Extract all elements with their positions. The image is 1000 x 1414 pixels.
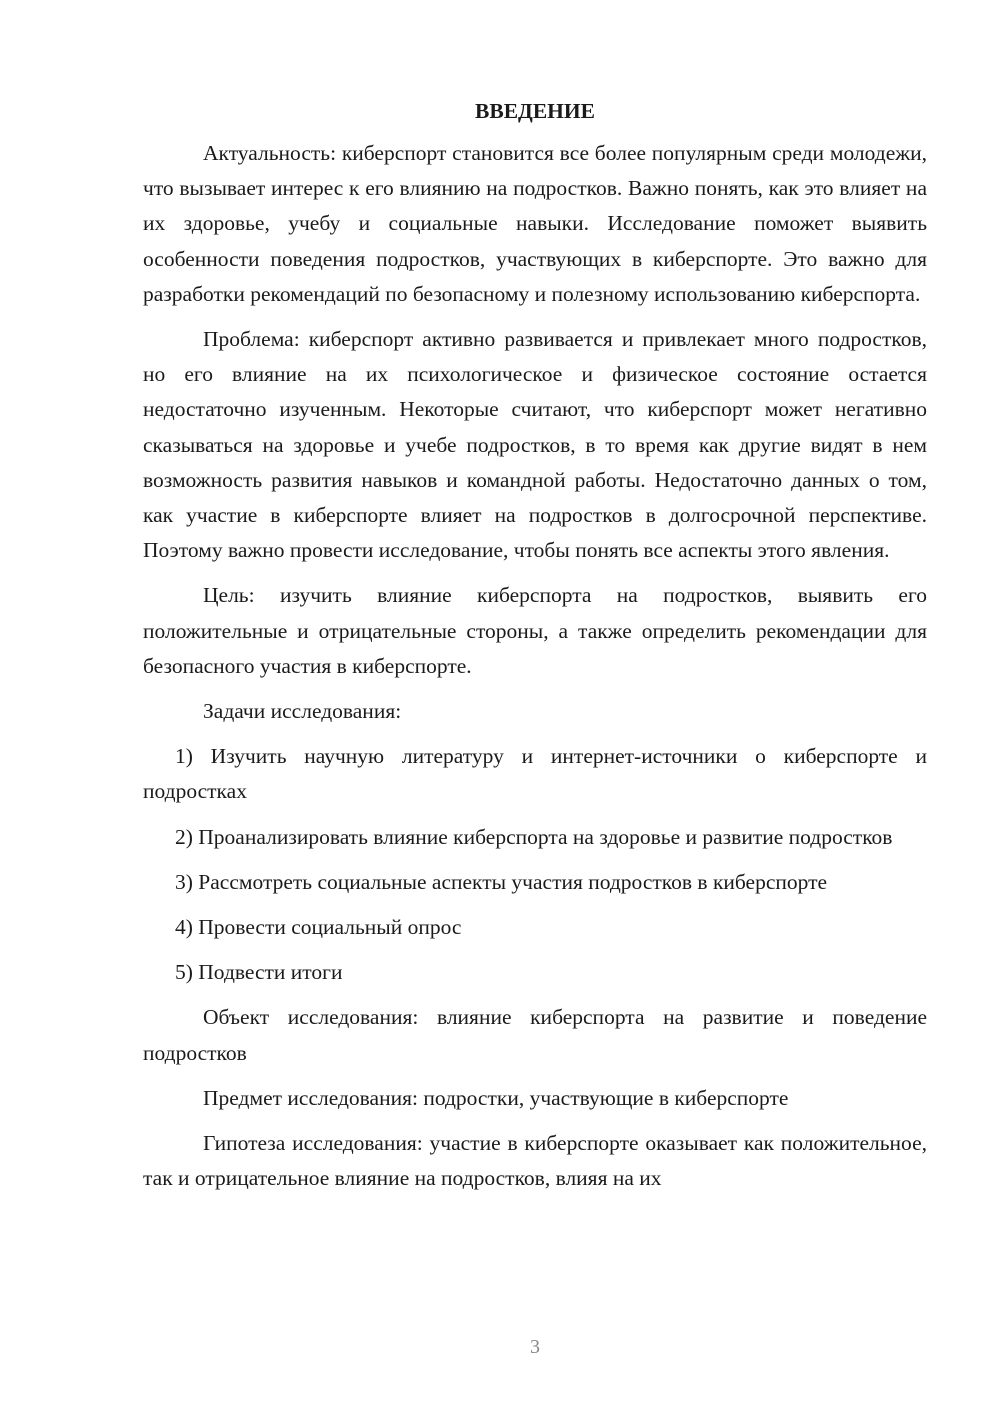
page-number: 3 (530, 1336, 540, 1358)
paragraph-tasks-intro: Задачи исследования: (203, 699, 402, 724)
paragraph-object: Объект исследования: влияние киберспорта на развитие и поведение подростков (143, 1005, 927, 1065)
paragraph-relevance: Актуальность: киберспорт становится все более популярным среди молодежи, что вызывает интерес к его влиянию на подростков. Важно понять, как это влияет на их здоровье, учебу и социальные навыки. Исследование поможет выявить особенности поведения подростков, участвующих в киберспорте. Это важно для разработки рекомендаций по безопасному и полезному использованию киберспорта. (143, 141, 927, 306)
task-item: 2) Проанализировать влияние киберспорта на здоровье и развитие подростков (175, 824, 893, 849)
paragraph-problem: Проблема: киберспорт активно развивается и привлекает много подростков, но его влияние на их психологическое и физическое состояние остается недостаточно изученным. Некоторые считают, что киберспорт может негативно сказываться на здоровье и учебе подростков, в то время как другие видят в нем возможность развития навыков и командной работы. Недостаточно данных о том, как участие в киберспорте влияет на подростков в долгосрочной перспективе. Поэтому важно провести исследование, чтобы понять все аспекты этого явления. (143, 327, 927, 563)
task-item: 5) Подвести итоги (175, 960, 343, 985)
paragraph-hypothesis: Гипотеза исследования: участие в киберспорте оказывает как положительное, так и отрицательное влияние на подростков, влияя на их (143, 1131, 927, 1191)
paragraph-subject: Предмет исследования: подростки, участвующие в киберспорте (203, 1085, 789, 1110)
task-item: 4) Провести социальный опрос (175, 915, 462, 940)
task-item: 3) Рассмотреть социальные аспекты участия подростков в киберспорте (175, 869, 828, 894)
page-content (143, 96, 927, 1206)
paragraph-goal: Цель: изучить влияние киберспорта на подростков, выявить его положительные и отрицательные стороны, а также определить рекомендации для безопасного участия в киберспорте. (143, 583, 927, 678)
task-list (143, 739, 927, 990)
task-item: 1) Изучить научную литературу и интернет-источники о киберспорте и подростках (143, 744, 927, 804)
section-heading: ВВЕДЕНИЕ (475, 99, 595, 123)
